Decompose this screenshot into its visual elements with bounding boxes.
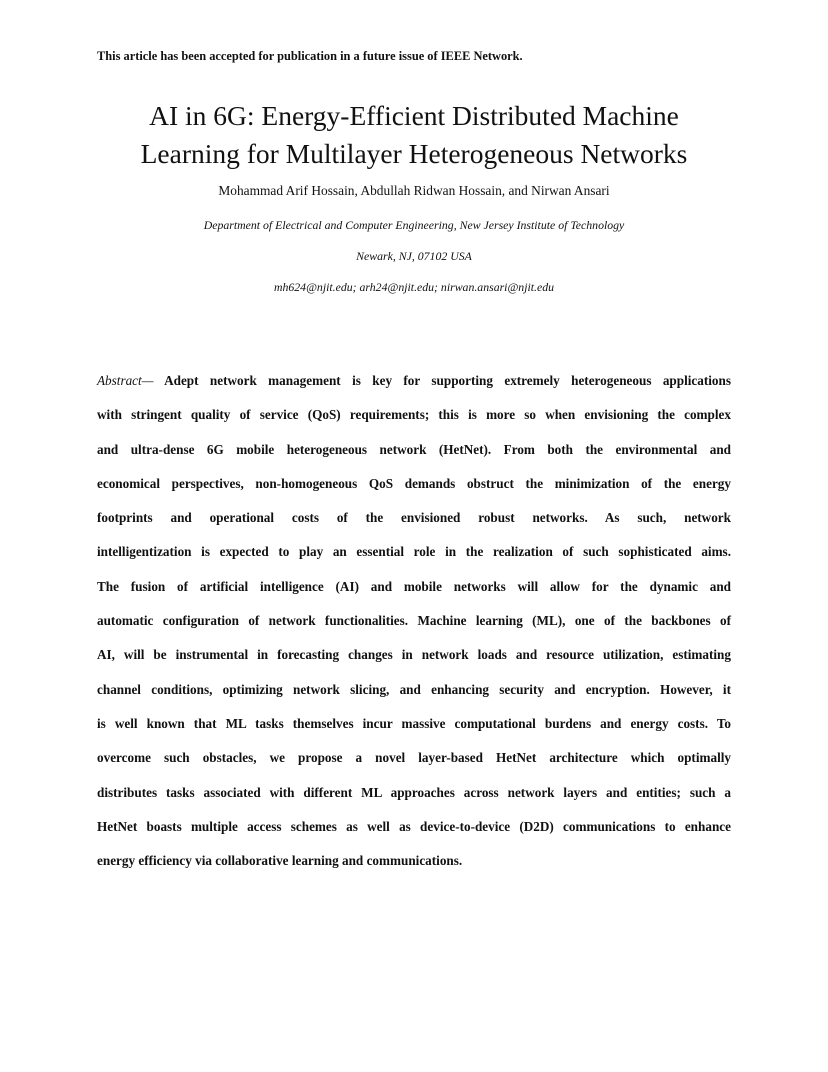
abstract-line: footprints and operational costs of the envisioned robust networks. As such, network <box>97 510 731 526</box>
affiliation-location: Newark, NJ, 07102 USA <box>356 249 472 263</box>
abstract-line: distributes tasks associated with different ML approaches across network layers and entities; such a <box>97 784 731 800</box>
abstract <box>97 370 731 884</box>
abstract-line <box>97 370 731 404</box>
abstract-separator: — <box>141 373 154 388</box>
paper-title-line-1: AI in 6G: Energy-Efficient Distributed Machine <box>149 100 679 131</box>
abstract-line: is well known that ML tasks themselves incur massive computational burdens and energy costs. To <box>97 715 731 731</box>
abstract-line: automatic configuration of network functionalities. Machine learning (ML), one of the backbones of <box>97 613 731 629</box>
publication-notice: This article has been accepted for publication in a future issue of IEEE Network. <box>97 49 523 63</box>
abstract-line: AI, will be instrumental in forecasting changes in network loads and resource utilization, estimating <box>97 647 731 663</box>
abstract-line-text: Adept network management is key for supporting extremely heterogeneous applications <box>153 373 731 388</box>
abstract-line: channel conditions, optimizing network slicing, and enhancing security and encryption. However, it <box>97 681 731 697</box>
abstract-line: overcome such obstacles, we propose a novel layer-based HetNet architecture which optimally <box>97 750 731 766</box>
paper-title-line-2: Learning for Multilayer Heterogeneous Networks <box>140 138 688 169</box>
paper-title <box>40 97 788 173</box>
abstract-line: and ultra-dense 6G mobile heterogeneous network (HetNet). From both the environmental and <box>97 441 731 457</box>
author-emails: mh624@njit.edu; arh24@njit.edu; nirwan.ansari@njit.edu <box>273 280 555 294</box>
abstract-line: intelligentization is expected to play an essential role in the realization of such sophisticated aims. <box>97 544 731 560</box>
abstract-line: HetNet boasts multiple access schemes as well as device-to-device (D2D) communications to enhance <box>97 818 731 834</box>
abstract-line: economical perspectives, non-homogeneous QoS demands obstruct the minimization of the energy <box>97 475 731 491</box>
abstract-label: Abstract <box>97 373 142 388</box>
affiliation-department: Department of Electrical and Computer Engineering, New Jersey Institute of Technology <box>203 218 625 232</box>
abstract-line: The fusion of artificial intelligence (AI) and mobile networks will allow for the dynamic and <box>97 578 731 594</box>
author-list: Mohammad Arif Hossain, Abdullah Ridwan Hossain, and Nirwan Ansari <box>218 183 610 198</box>
abstract-line: energy efficiency via collaborative learning and communications. <box>97 853 463 869</box>
abstract-line: with stringent quality of service (QoS) requirements; this is more so when envisioning the complex <box>97 407 731 423</box>
